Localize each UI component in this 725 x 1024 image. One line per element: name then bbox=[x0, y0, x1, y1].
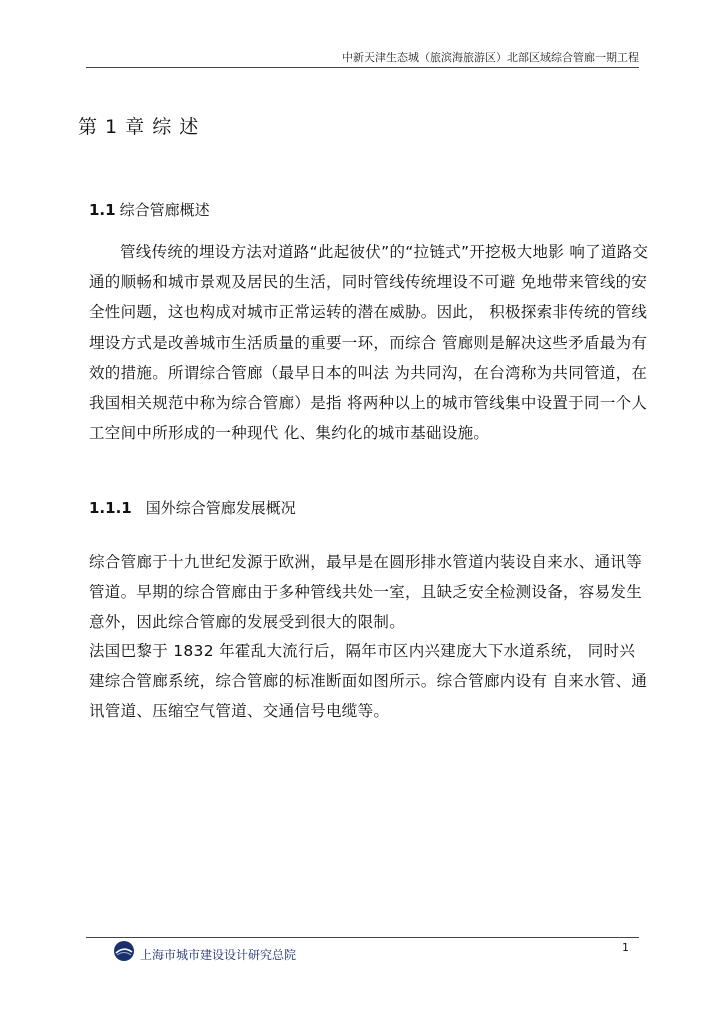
section-title-text: 综合管廊概述 bbox=[119, 201, 210, 219]
organization-name: 上海市城市建设设计研究总院 bbox=[140, 948, 297, 962]
paragraph-overview: 管线传统的埋设方法对道路“此起彼伏”的“拉链式”开挖极大地影 响了道路交通的顺畅和城市景观及居民的生活，同时管线传统埋设不可避 免地带来管线的安全性问题，这也构成对城市正常运转的潜在威胁。因此， 积极探索非传统的管线埋设方式是改善城市生活质量的重要一环，而综合 管廊则是解决这些矛盾最为有效的措施。所谓综合管廊（最早日本的叫法 为共同沟，在台湾称为共同管道，在我国相关规范中称为综合管廊）是指 将两种以上的城市管线集中设置于同一个人工空间中所形成的一种现代 化、集约化的城市基础设施。 bbox=[89, 243, 649, 443]
footer-divider bbox=[86, 937, 639, 938]
section-number: 1.1 bbox=[89, 201, 116, 219]
subsection-number: 1.1.1 bbox=[89, 499, 132, 517]
paragraph-origin: 综合管廊于十九世纪发源于欧洲，最早是在圆形排水管道内装设自来水、通讯等管道。早期的综合管廊由于多种管线共处一室，且缺乏安全检测设备，容易发生意外，因此综合管廊的发展受到很大的限制。 bbox=[89, 553, 643, 632]
subsection-heading bbox=[89, 497, 296, 518]
subsection-title-text: 国外综合管廊发展概况 bbox=[145, 499, 296, 517]
paragraph-paris: 法国巴黎于 1832 年霍乱大流行后，隔年市区内兴建庞大下水道系统， 同时兴建综合管廊系统，综合管廊的标准断面如图所示。综合管廊内设有 自来水管、通讯管道、压缩空气管道、交通信号电缆等。 bbox=[89, 642, 648, 721]
section-heading bbox=[89, 199, 210, 220]
header-divider bbox=[86, 67, 639, 68]
organization-logo-icon bbox=[113, 940, 135, 962]
page-number: 1 bbox=[622, 941, 629, 954]
running-header: 中新天津生态城（旅滨海旅游区）北部区域综合管廊一期工程 bbox=[342, 51, 639, 64]
chapter-title: 第 1 章 综 述 bbox=[78, 116, 200, 138]
